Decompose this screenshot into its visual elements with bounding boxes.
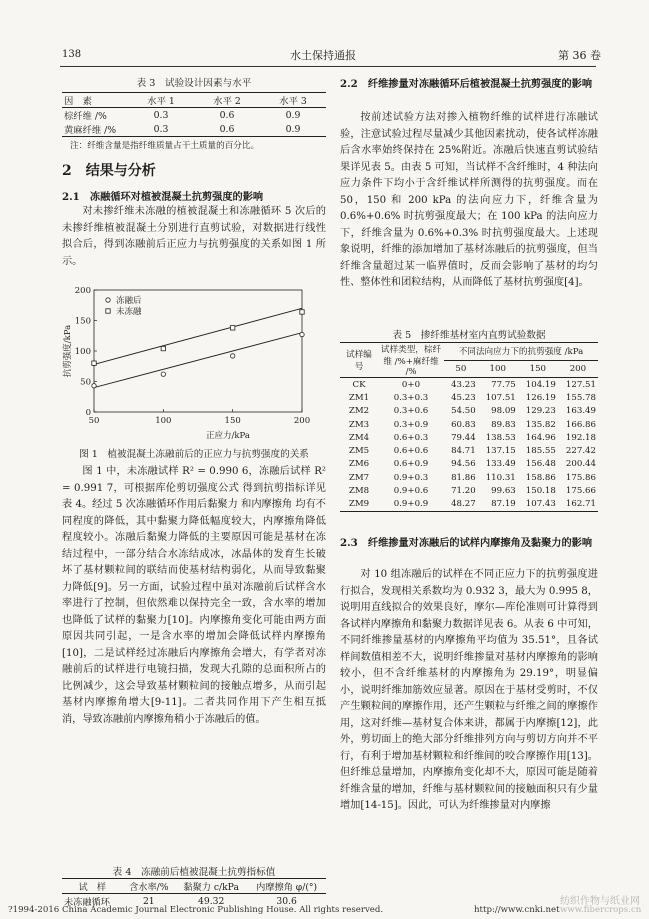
table5-head-type: 试样类型，棕纤维 /%+麻纤维 /% [378,343,444,378]
table5-cell: 185.55 [525,446,556,457]
data-point-square [92,361,96,365]
table5-cell: 156.48 [525,459,556,470]
table5-sample-cell: ZM2 [348,406,370,417]
table3-head-level2: 水平 2 [213,96,241,107]
table5-cell: 0.9+0.6 [393,486,429,497]
x-tick-label: 50 [88,416,100,426]
table3-cell: 0.3 [153,109,169,121]
table5-cell: 0.9+0.9 [393,499,429,510]
table5-cell: 45.23 [451,392,476,403]
table5-cell: 0+0 [401,379,421,390]
table5-pressure-head: 50 [455,363,467,374]
table3-cell: 0.6 [219,109,235,121]
table5-caption: 表 5 掺纤维基材室内直剪试验数据 [392,330,546,341]
table-row [340,431,598,444]
paragraph-text: 对 10 组冻融后的试样在不同正应力下的抗剪强度进行拟合，发现相关系数均为 0.932 3，最大为 0.995 8，说明用直线拟合的效果良好，摩尔—库伦准则可计算得到各试样内摩擦角和黏聚力数据详见表 6。从表 6 中可知，不同纤维掺量基材的内摩擦角平均值为 35.51°，且各试样间数值相差不大，说明纤维掺量对基材内摩擦角的影响较小，但不含纤维基材的内摩擦角为 29.19°，明显偏小，说明纤维加筋效应显著。原因在于基材受剪时，不仅产生颗粒间的摩擦作用，还产生颗粒与纤维之间的摩擦作用，这对纤维—基材复合体来讲，都属于内摩擦[12]，此外，剪切面上的绝大部分纤维排列方向与剪切方向并不平行，有利于增加基材颗粒和纤维间的咬合摩擦作用[13]。但纤维总量增加，内摩擦角变化却不大，原因可能是随着纤维含量的增加，纤维与基材颗粒间的接触面积只有少量增加[14-15]。因此，可认为纤维掺量对内摩擦 [340,569,598,811]
section-heading: 2 结果与分析 [62,163,156,179]
table5-cell: 175.86 [565,472,596,483]
table5-cell: 99.63 [491,486,516,497]
paragraph-text: 图 1 中，未冻融试样 R² = 0.990 6，冻融后试样 R² = 0.991 7，可根据库伦剪切强度公式 得到抗剪指标详见表 4。经过 5 次冻融循环作用后黏聚力 和内摩擦角 均有不同程度的降低，其中黏聚力降低幅度较大，内摩擦角降低程度较小。冻融后黏聚力降低的主要原因可能是基材在冻结过程中，一部分结合水冻结成冰，冰晶体的发育生长破坏了基材颗粒间的联结而使基材结构弱化，从而导致黏聚力降低[9]。另一方面，试验过程中虽对冻融前后试样含水率进行了控制，但依然难以保持完全一致，含水率的增加也降低了试样的黏聚力[10]。内摩擦角变化可能由两方面原因共同引起，一是含水率的增加会降低试样内摩擦角[10]，二是试样经过冻融后内摩擦角会增大，有学者对冻融前后的试样进行电镜扫描，发现大孔隙的总面积所占的比例减少，这会导致基材颗粒间的接触点增多，从而引起基材内摩擦角增大[9-11]。二者共同作用下产生相互抵消，导致冻融前内摩擦角稍小于冻融后的值。 [62,466,326,725]
table5-cell: 164.96 [525,432,556,443]
subsection-2-2: 2.2 纤维掺量对冻融循环后植被混凝土抗剪强度的影响 [340,78,593,90]
y-tick-label: 100 [74,347,91,357]
table5-cell: 162.71 [565,499,596,510]
paragraph-text: 对未掺纤维未冻融的植被混凝土和冻融循环 5 次后的未掺纤维植被混凝土分别进行直剪试验，对数据进行线性拟合后，得到冻融前后正应力与抗剪强度的关系如图 1 所示。 [62,206,326,267]
data-point-circle [300,332,304,336]
table5-cell: 0.3+0.3 [393,392,429,403]
data-point-circle [92,384,96,388]
journal-name: 水土保持通报 [290,49,356,62]
table3-cell: 0.6 [219,123,235,135]
table-row [340,498,598,512]
table4-head: 内摩擦角 φ/(°) [256,882,318,893]
cnki-link[interactable]: http://www.cnki.net [474,905,560,915]
table5-cell: 110.31 [485,472,516,483]
right-paragraph-1 [340,110,598,292]
table5-cell: 127.51 [565,379,596,390]
table5-sample-cell: ZM8 [348,486,370,497]
table3-note: 注：纤维含量是指纤维质量占干土质量的百分比。 [70,141,260,151]
table5-cell: 84.71 [451,446,476,457]
header-rule [60,66,596,67]
table3 [62,92,326,137]
table3-row [62,108,326,123]
table3-head-level3: 水平 3 [279,96,307,107]
table5-cell: 0.6+0.3 [393,432,429,443]
table-row [340,418,598,431]
table5-cell: 227.42 [565,446,596,457]
fit-line [94,333,302,388]
table-row [340,444,598,457]
volume-label: 第 36 卷 [558,49,601,62]
table5-cell: 0.6+0.9 [393,459,429,470]
data-point-square [161,346,165,350]
table4-head: 黏聚力 c/kPa [183,882,239,893]
table5-cell: 60.83 [451,419,476,430]
table5-sample-cell: ZM6 [348,459,370,470]
table3-cell: 0.3 [153,123,169,135]
table5-cell: 166.86 [565,419,596,430]
table5-pressure-head: 200 [569,363,587,374]
left-paragraph-2 [62,464,326,728]
table5-cell: 94.56 [451,459,476,470]
table3-cell: 0.9 [285,109,301,121]
x-tick-label: 100 [155,416,172,426]
table5-pressure-head: 100 [489,363,506,374]
copyright-notice: ?1994-2016 China Academic Journal Electronic Publishing House. All rights reserved. [8,905,384,915]
table5-cell: 133.49 [485,459,516,470]
legend-label: 冻融后 [116,296,142,306]
subsection-2-3: 2.3 纤维掺量对冻融后的试样内摩擦角及黏聚力的影响 [340,537,593,549]
table-row [340,484,598,497]
table3-cell: 黄麻纤维 /% [64,125,117,136]
subsection-2-1: 2.1 冻融循环对植被混凝土抗剪强度的影响 [62,191,264,203]
table3-cell: 棕纤维 /% [64,111,107,122]
table5-cell: 104.19 [525,379,556,390]
table5-cell: 107.43 [525,499,556,510]
page-number: 138 [62,49,82,60]
table5-cell: 71.20 [451,486,476,497]
table5 [340,342,598,512]
y-tick-label: 50 [80,377,91,388]
left-paragraph-1 [62,204,326,270]
table5-sample-cell: ZM3 [348,419,370,430]
table5-sample-cell: ZM1 [348,392,370,403]
table5-cell: 98.09 [491,406,516,417]
table5-sample-cell: ZM5 [348,446,370,457]
table-row [340,405,598,418]
table5-sample-cell: ZM4 [348,432,370,443]
table3-head-factor: 因 素 [64,96,92,107]
legend-label: 未冻融 [116,307,142,317]
table5-sample-cell: ZM7 [348,472,370,483]
table4-cell: 未冻融循环 [64,897,110,908]
table5-cell: 79.44 [451,432,476,443]
table3-header-row [62,93,326,108]
table5-head-group: 不同法向应力下的抗剪强度 /kPa [444,343,598,361]
table-row [340,378,598,392]
table5-cell: 0.3+0.6 [393,406,429,417]
table5-cell: 0.6+0.6 [393,446,429,457]
table5-header-row [340,343,598,361]
legend-marker-circle [106,298,110,302]
table5-cell: 87.19 [491,499,516,510]
watermark-url: www.fibercrops.cn [560,905,642,915]
table4-head: 试 样 [78,882,107,893]
table5-cell: 137.15 [485,446,516,457]
table5-cell: 54.50 [451,406,476,417]
table4-head: 含水率/% [129,882,169,893]
y-tick-label: 0 [85,408,91,418]
table5-sample-cell: ZM9 [348,499,370,510]
table5-cell: 43.23 [451,379,476,390]
table3-row [62,122,326,137]
y-tick-label: 150 [74,316,91,327]
table5-cell: 81.86 [451,472,476,483]
data-point-square [230,326,234,330]
table-row [340,458,598,471]
table3-caption: 表 3 试验设计因素与水平 [136,78,252,89]
watermark-site-name: 纺织作物与纸业网 [560,896,640,907]
table5-cell: 192.18 [565,432,596,443]
paragraph-text: 按前述试验方法对掺入植物纤维的试样进行冻融试验，注意试验过程尽量减少其他因素扰动，使各试样冻融后含水率始终保持在 25%附近。冻融后快速直剪试验结果详见表 5。由表 5 可知，当试样不含纤维时，4 种法向应力条件下均小于含纤维试样所测得的抗剪强度。而在 50，150 和 200 kPa 的法向应力下，纤维含量为 0.6%+0.6% 时抗剪强度最大；在 100 kPa 的法向应力下，纤维含量为 0.6%+0.3% 时抗剪强度最大。上述现象说明，纤维的添加增加了基材冻融后的抗剪强度，但当纤维含量超过某一临界值时，反而会影响了基材的均匀性、整体性和团粒结构，从而降低了基材抗剪强度[4]。 [340,112,598,288]
table4-cell: 30.6 [276,895,297,907]
table5-cell: 129.23 [525,406,556,417]
table5-cell: 155.78 [565,392,596,403]
table5-sample-cell: CK [352,379,366,390]
table5-cell: 163.49 [565,406,596,417]
x-tick-label: 200 [293,416,311,426]
table5-cell: 107.51 [485,392,516,403]
table4-header-row [62,879,326,894]
data-point-circle [230,354,234,358]
table4 [62,878,326,908]
table4-caption: 表 4 冻融前后植被混凝土抗剪指标值 [112,867,276,878]
right-paragraph-2 [340,567,598,815]
table5-cell: 0.3+0.9 [393,419,429,430]
x-tick-label: 150 [224,416,241,426]
table5-cell: 150.18 [525,486,556,497]
y-tick-label: 200 [74,286,91,296]
table-row [340,471,598,484]
table4-cell: 49.32 [198,895,225,907]
table5-cell: 48.27 [451,499,476,510]
table-row [340,391,598,404]
data-point-square [300,310,304,314]
table5-cell: 200.44 [565,459,596,470]
table5-head-sample: 试样编号 [340,343,378,378]
data-point-circle [161,372,165,376]
table5-cell: 138.53 [485,432,516,443]
table5-cell: 175.66 [565,486,596,497]
table5-cell: 0.9+0.3 [393,472,429,483]
y-axis-label: 抗剪强度/kPa [63,324,73,378]
table4-cell: 21 [142,895,155,907]
table5-pressure-head: 150 [529,363,547,374]
figure1-caption: 图 1 植被混凝土冻融前后的正应力与抗剪强度的关系 [79,449,309,460]
table5-cell: 89.83 [491,419,516,430]
table5-cell: 126.19 [525,392,556,403]
table5-cell: 135.82 [525,419,556,430]
legend-marker-square [106,309,110,313]
x-axis-label: 正应力/kPa [206,431,250,441]
table5-cell: 158.86 [525,472,556,483]
figure1-chart [60,284,322,444]
table3-cell: 0.9 [285,123,301,135]
table3-head-level1: 水平 1 [147,96,175,107]
table5-cell: 77.75 [491,379,516,390]
